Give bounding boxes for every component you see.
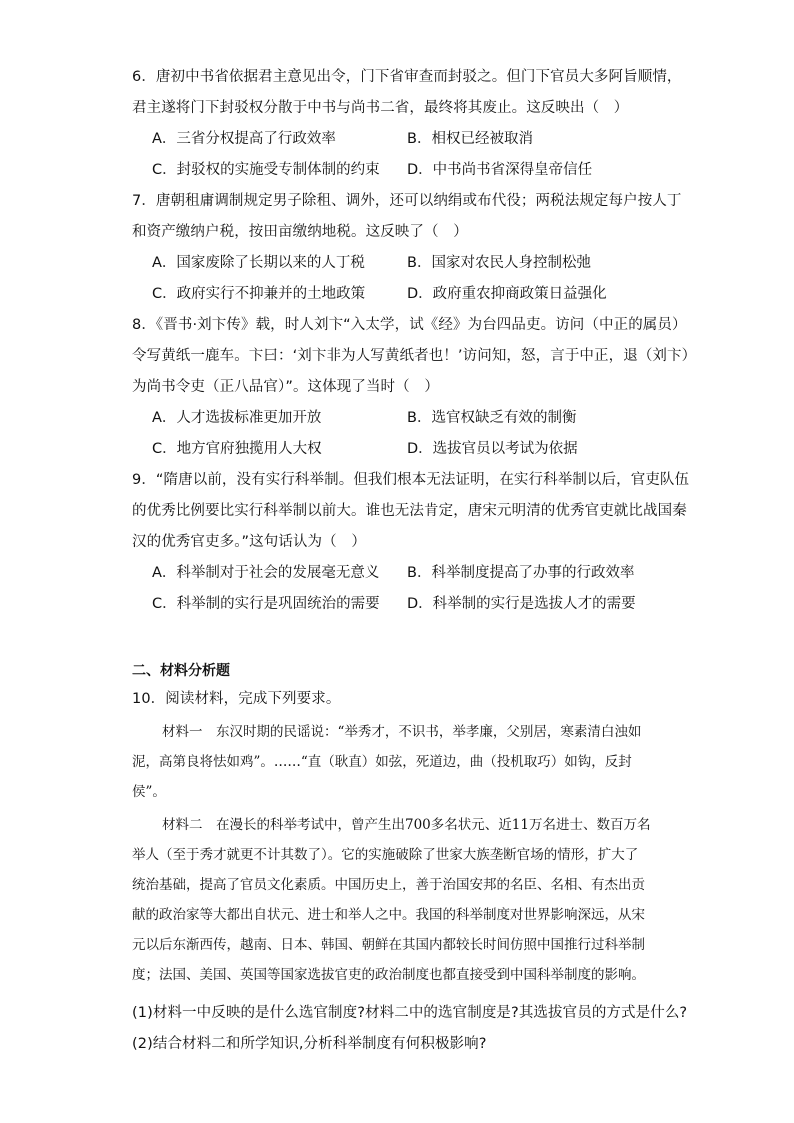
question-9-option-a[interactable]: A．科举制对于社会的发展毫无意义 bbox=[152, 565, 380, 581]
section-2-title: 二、材料分析题 bbox=[132, 663, 230, 679]
question-7-line-2: 和资产缴纳户税，按田亩缴纳地税。这反映了（ ） bbox=[132, 224, 468, 240]
question-7-option-a[interactable]: A．国家废除了长期以来的人丁税 bbox=[152, 255, 365, 271]
question-7-option-b[interactable]: B．国家对农民人身控制松弛 bbox=[407, 255, 591, 271]
material-2 bbox=[132, 810, 667, 990]
question-7-option-c[interactable]: C．政府实行不抑兼并的土地政策 bbox=[152, 286, 366, 302]
question-9-line-1: 9．“隋唐以前，没有实行科举制。但我们根本无法证明，在实行科举制以后，官吏队伍 bbox=[132, 472, 690, 488]
question-9-option-b[interactable]: B．科举制度提高了办事的行政效率 bbox=[407, 565, 635, 581]
question-7-option-d[interactable]: D．政府重农抑商政策日益强化 bbox=[407, 286, 607, 302]
question-9-line-2: 的优秀比例要比实行科举制以前大。谁也无法肯定，唐宋元明清的优秀官吏就比战国秦 bbox=[132, 503, 687, 519]
question-8-option-a[interactable]: A．人才选拔标准更加开放 bbox=[152, 410, 322, 426]
question-6-option-b[interactable]: B．相权已经被取消 bbox=[407, 131, 533, 147]
question-6-line-1: 6．唐初中书省依据君主意见出令，门下省审查而封驳之。但门下官员大多阿旨顺情， bbox=[132, 69, 682, 85]
question-8-option-c[interactable]: C．地方官府独揽用人大权 bbox=[152, 441, 322, 457]
question-6-stem bbox=[132, 62, 682, 124]
question-7-options bbox=[152, 248, 672, 310]
question-8-option-b[interactable]: B．选官权缺乏有效的制衡 bbox=[407, 410, 577, 426]
question-7-line-1: 7．唐朝租庸调制规定男子除租、调外，还可以纳绢或布代役；两税法规定每户按人丁 bbox=[132, 193, 682, 209]
material-2-line-3: 统治基础，提高了官员文化素质。中国历史上，善于治国安邦的名臣、名相、有杰出贡 bbox=[132, 877, 645, 893]
question-9-option-d[interactable]: D．科举制的实行是选拔人才的需要 bbox=[407, 596, 636, 612]
material-1-line-3: 侯”。 bbox=[132, 784, 166, 800]
question-9-line-3: 汉的优秀官吏多。”这句话认为（ ） bbox=[132, 534, 366, 550]
question-8-option-d[interactable]: D．选拔官员以考试为依据 bbox=[407, 441, 578, 457]
material-2-line-6: 度；法国、美国、英国等国家选拔官吏的政治制度也都直接受到中国科举制度的影响。 bbox=[132, 967, 645, 983]
question-9-option-c[interactable]: C．科举制的实行是巩固统治的需要 bbox=[152, 596, 380, 612]
material-2-line-2: 举人（至于秀才就更不计其数了）。它的实施破除了世家大族垄断官场的情形，扩大了 bbox=[132, 847, 639, 863]
question-10-subquestions bbox=[132, 998, 688, 1060]
question-8-stem bbox=[132, 310, 697, 403]
question-10-stem bbox=[132, 684, 672, 715]
question-6-line-2: 君主遂将门下封驳权分散于中书与尚书二省，最终将其废止。这反映出（ ） bbox=[132, 100, 629, 116]
question-8-options bbox=[152, 403, 672, 465]
question-8-line-3: 为尚书令吏（正八品官）”。这体现了当时（ ） bbox=[132, 379, 439, 395]
material-1 bbox=[132, 717, 667, 807]
material-1-line-2: 泥，高第良将怯如鸡”。……“直（耿直）如弦，死道边，曲（投机取巧）如钩，反封 bbox=[132, 754, 632, 770]
question-6-option-d[interactable]: D．中书尚书省深得皇帝信任 bbox=[407, 162, 593, 178]
question-9-options bbox=[152, 558, 672, 620]
question-6-option-c[interactable]: C．封驳权的实施受专制体制的约束 bbox=[152, 162, 380, 178]
subquestion-2: (2)结合材料二和所学知识,分析科举制度有何积极影响? bbox=[132, 1036, 487, 1052]
material-2-line-1: 材料二 在漫长的科举考试中，曾产生出700多名状元、近11万名进士、数百万名 bbox=[162, 817, 651, 833]
material-1-line-1: 材料一 东汉时期的民谣说：“举秀才，不识书，举孝廉，父别居，寒素清白浊如 bbox=[162, 724, 642, 740]
question-6-option-a[interactable]: A．三省分权提高了行政效率 bbox=[152, 131, 336, 147]
question-10-line: 10．阅读材料，完成下列要求。 bbox=[132, 691, 341, 707]
question-6-options bbox=[152, 124, 672, 186]
question-8-line-1: 8．《晋书·刘卞传》载，时人刘卞“入太学，试《经》为台四品吏。访问（中正的属员） bbox=[132, 317, 687, 333]
question-7-stem bbox=[132, 186, 682, 248]
question-8-line-2: 令写黄纸一鹿车。卞曰：‘刘卞非为人写黄纸者也！’访问知，怒，言于中正，退（刘卞） bbox=[132, 348, 697, 364]
subquestion-1: (1)材料一中反映的是什么选官制度?材料二中的选官制度是?其选拔官员的方式是什么? bbox=[132, 1005, 688, 1021]
question-9-stem bbox=[132, 465, 690, 558]
material-2-line-5: 元以后东渐西传，越南、日本、韩国、朝鲜在其国内都较长时间仿照中国推行过科举制 bbox=[132, 937, 645, 953]
material-2-line-4: 献的政治家等大都出自状元、进士和举人之中。我国的科举制度对世界影响深远，从宋 bbox=[132, 907, 645, 923]
